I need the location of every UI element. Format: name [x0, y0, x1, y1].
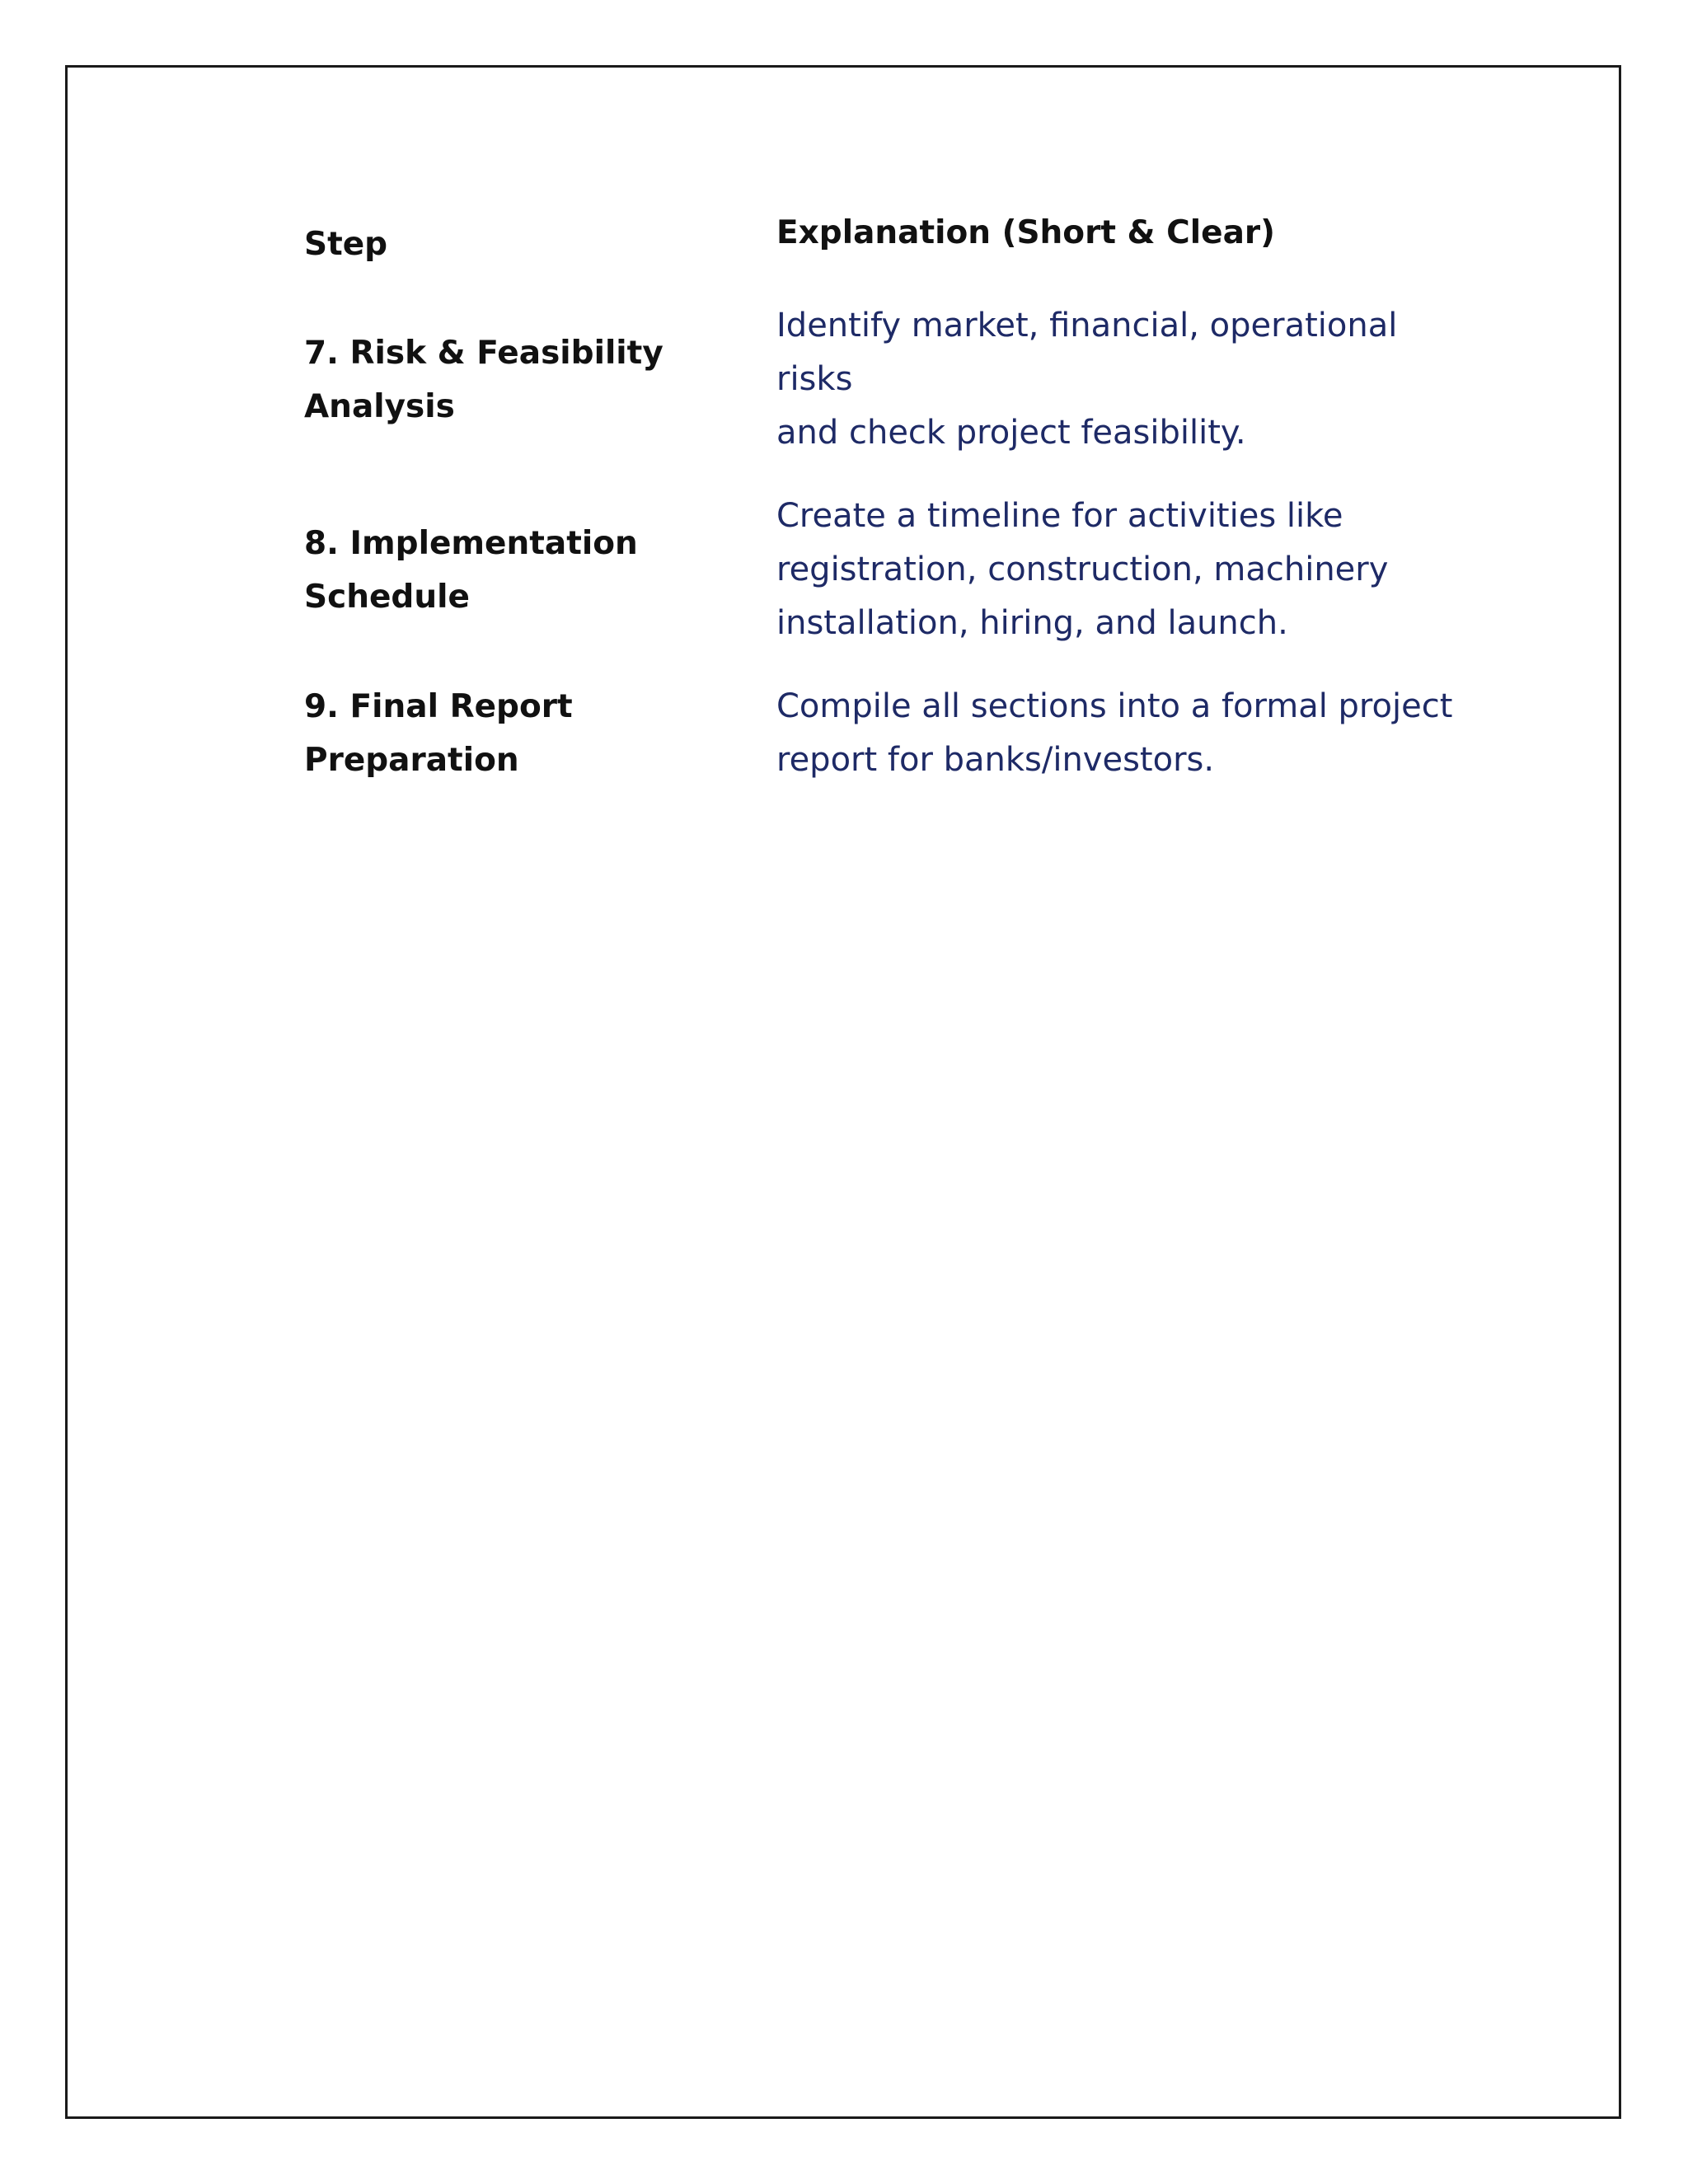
header-step: Step	[304, 226, 388, 263]
explanation-cell	[776, 680, 1483, 787]
explanation-line: registration, construction, machinery	[776, 551, 1389, 588]
step-cell	[304, 326, 776, 434]
step-cell	[304, 680, 776, 787]
step-cell	[304, 517, 776, 624]
explanation-line: Create a timeline for activities like	[776, 497, 1343, 535]
table-row	[304, 680, 1483, 787]
explanation-cell	[776, 299, 1483, 460]
table-header-row	[304, 206, 1483, 271]
explanation-line: report for banks/investors.	[776, 741, 1215, 779]
explanation-cell	[776, 490, 1483, 650]
explanation-line: Compile all sections into a formal project	[776, 687, 1453, 725]
explanation-line: installation, hiring, and launch.	[776, 604, 1288, 642]
step-line: 7. Risk & Feasibility	[304, 334, 663, 372]
steps-table	[304, 206, 1483, 817]
step-line: 8. Implementation	[304, 524, 638, 562]
step-line: 9. Final Report	[304, 688, 573, 725]
explanation-line: Identify market, financial, operational risks	[776, 307, 1398, 398]
step-line: Analysis	[304, 387, 455, 425]
explanation-line: and check project feasibility.	[776, 414, 1246, 452]
header-explanation: Explanation (Short & Clear)	[776, 214, 1275, 251]
step-line: Schedule	[304, 578, 470, 616]
table-row	[304, 490, 1483, 650]
step-line: Preparation	[304, 742, 519, 779]
table-row	[304, 299, 1483, 460]
